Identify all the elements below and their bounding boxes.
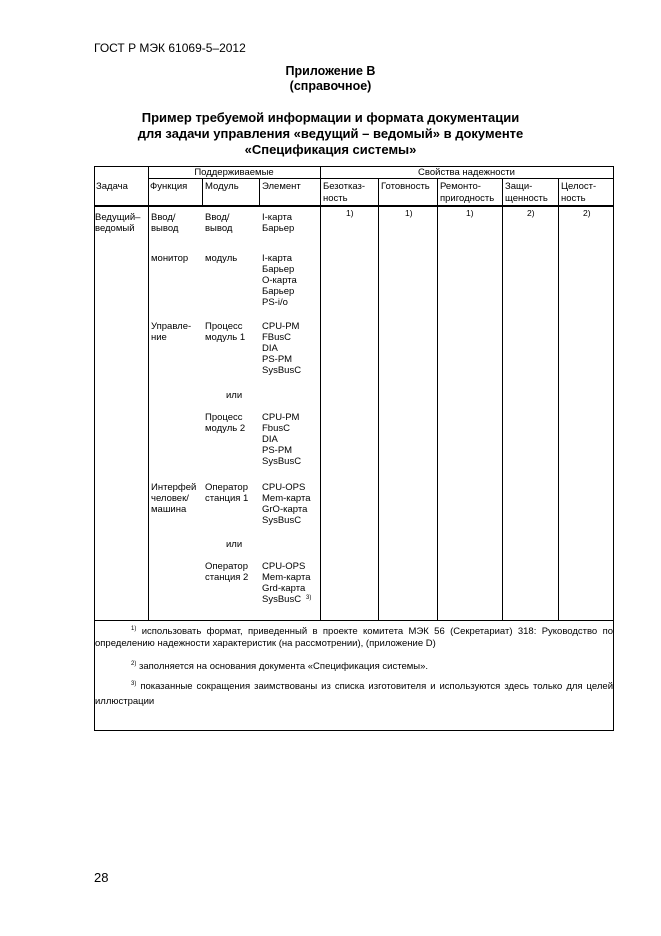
ref-fault-free: 1) xyxy=(346,208,354,218)
or-label-1: или xyxy=(226,390,243,401)
element-io: I-карта Барьер xyxy=(262,212,295,234)
element-operator-2: CPU-OPS Mem-карта Grd-карта SysBusC xyxy=(262,561,311,605)
ref-integrity: 2) xyxy=(583,208,591,218)
element-operator-2-sup: 3) xyxy=(306,595,312,601)
header-fault-free-1: Безотказ- xyxy=(323,181,366,192)
standard-code: ГОСТ Р МЭК 61069-5–2012 xyxy=(94,41,246,55)
header-readiness: Готовность xyxy=(381,181,430,192)
footnote-2-mark: 2) xyxy=(131,660,137,667)
footnote-2-text: заполняется на основания документа «Спецификация системы». xyxy=(136,661,429,672)
module-operator-2: Оператор станция 2 xyxy=(205,561,249,583)
or-label-2: или xyxy=(226,539,243,550)
appendix-type: (справочное) xyxy=(289,79,372,93)
header-protection-1: Защи- xyxy=(505,181,533,192)
table-title-line-3: «Спецификация системы» xyxy=(244,142,417,157)
ref-readiness: 1) xyxy=(405,208,413,218)
table-title-line-1: Пример требуемой информации и формата документации xyxy=(141,110,520,125)
function-io: Ввод/ вывод xyxy=(151,212,179,234)
header-function: Функция xyxy=(150,181,188,192)
footnote-3-text: показанные сокращения заимствованы из списка изготовителя и используются здесь только для целей иллюстрации xyxy=(95,681,613,707)
module-process-1: Процесс модуль 1 xyxy=(205,321,246,343)
header-protection-2: щенность xyxy=(505,193,548,204)
module-operator-1: Оператор станция 1 xyxy=(205,482,249,504)
element-operator-1: CPU-OPS Mem-карта GrO-карта SysBusC xyxy=(262,482,311,526)
header-supported: Поддерживаемые xyxy=(194,167,274,178)
header-fault-free-2: ность xyxy=(323,193,348,204)
function-monitor: монитор xyxy=(151,253,189,264)
footnote-1-mark: 1) xyxy=(131,625,137,632)
header-module: Модуль xyxy=(205,181,239,192)
table-title-line-2: для задачи управления «ведущий – ведомый» в документе xyxy=(137,126,524,141)
ref-maintainability: 1) xyxy=(466,208,474,218)
page-number: 28 xyxy=(94,870,109,885)
header-maintainability-1: Ремонто- xyxy=(440,181,481,192)
footnote-1 xyxy=(95,626,613,650)
module-process-2: Процесс модуль 2 xyxy=(205,412,246,434)
footnote-2 xyxy=(95,661,613,673)
header-integrity-2: ность xyxy=(561,193,586,204)
footnote-3 xyxy=(95,679,613,709)
appendix-title: Приложение В xyxy=(285,64,376,78)
task-cell: Ведущий– ведомый xyxy=(95,212,141,234)
header-maintainability-2: пригодность xyxy=(440,193,495,204)
header-task: Задача xyxy=(96,181,128,192)
element-process-2: CPU-PM FbusC DIA PS-PM SysBusC xyxy=(262,412,302,467)
header-element: Элемент xyxy=(262,181,301,192)
ref-protection: 2) xyxy=(527,208,535,218)
footnote-1-text: использовать формат, приведенный в проекте комитета МЭК 56 (Секретариат) 318: Руководство по определению надежности характеристик (на рассмотрении), (приложение D) xyxy=(95,626,613,649)
header-reliability: Свойства надежности xyxy=(418,167,515,178)
function-control: Управле- ние xyxy=(151,321,192,343)
module-io: Ввод/ вывод xyxy=(205,212,233,234)
element-monitor: I-карта Барьер О-карта Барьер PS-i/o xyxy=(262,253,297,308)
element-process-1: CPU-PM FBusC DIA PS-PM SysBusC xyxy=(262,321,302,376)
header-integrity-1: Целост- xyxy=(561,181,597,192)
footnote-3-mark: 3) xyxy=(131,680,137,687)
function-hmi: Интерфей человек/ машина xyxy=(151,482,197,515)
module-monitor: модуль xyxy=(205,253,238,264)
